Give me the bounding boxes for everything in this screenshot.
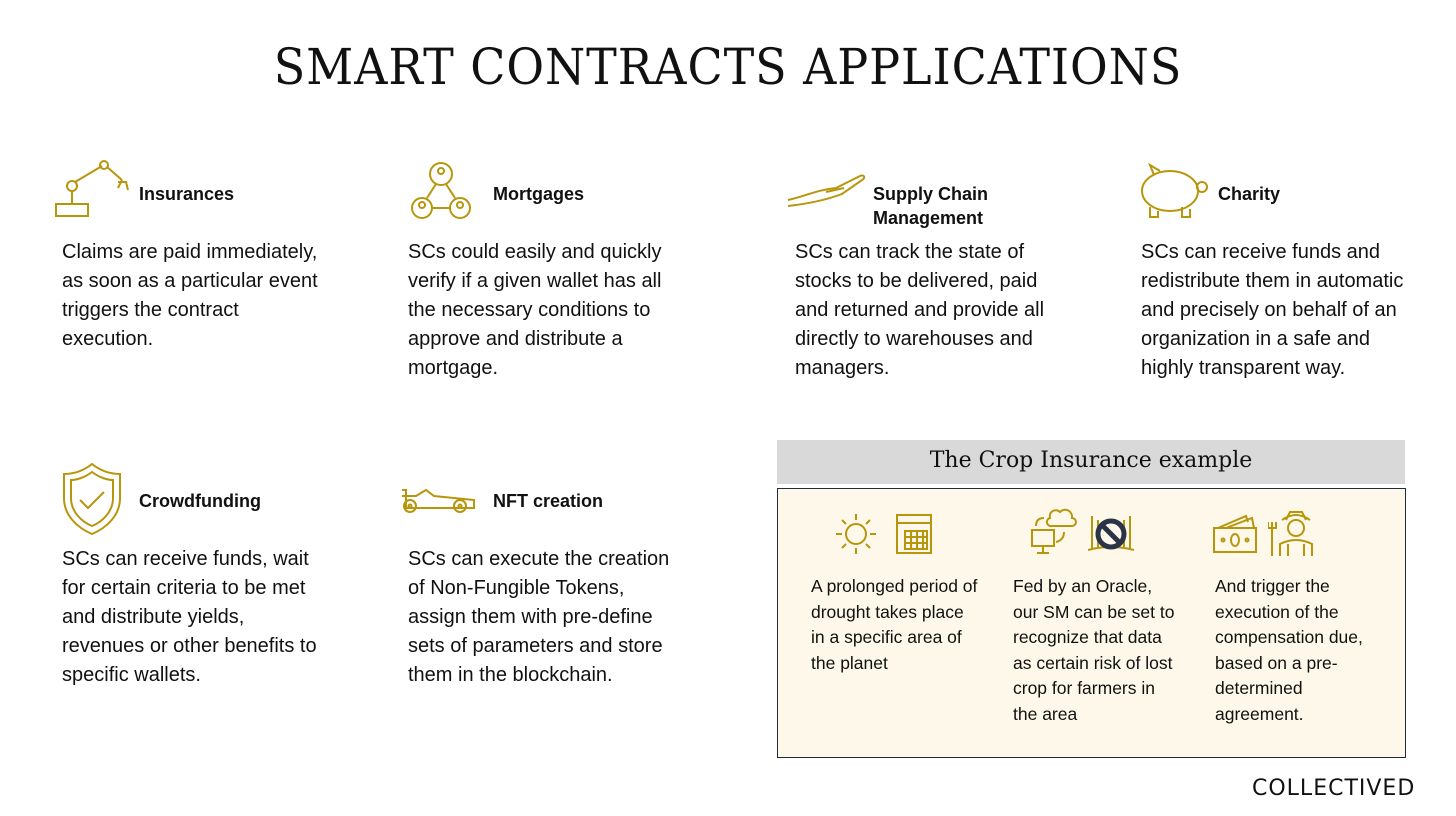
computer-cloud-sync-icon <box>1028 508 1080 561</box>
card-text: SCs can receive funds and redistribute them in automatic and precisely on behalf of an organization in a safe and highly transparent way. <box>1141 241 1404 379</box>
farmer-icon <box>1268 508 1318 563</box>
card-heading: Crowdfunding <box>139 491 261 511</box>
card-text: SCs can track the state of stocks to be delivered, paid and returned and provide all directly to warehouses and managers. <box>795 241 1045 379</box>
crop-prohibited-icon <box>1088 512 1134 561</box>
card-text: SCs can receive funds, wait for certain criteria to be met and distribute yields, revenues or other benefits to specific wallets. <box>62 548 317 686</box>
card-text: SCs can execute the creation of Non-Fungible Tokens, assign them with pre-define sets of parameters and store them in the blockchain. <box>408 548 670 686</box>
card-heading: Supply Chain Management <box>873 184 989 228</box>
card-text: Claims are paid immediately, as soon as a particular event triggers the contract execution. <box>62 241 318 350</box>
collectived-logo: COLLECTIVED <box>1252 776 1416 801</box>
piggy-bank-icon <box>1134 163 1210 226</box>
sun-icon <box>836 512 876 561</box>
card-heading: NFT creation <box>493 491 604 511</box>
page-title: SMART CONTRACTS APPLICATIONS <box>273 38 1183 96</box>
crop-example-title: The Crop Insurance example <box>777 440 1405 484</box>
crop-step-text: And trigger the execution of the compensation due, based on a pre-determined agreement. <box>1215 576 1363 724</box>
open-hand-icon <box>786 170 866 215</box>
race-car-icon <box>398 486 480 521</box>
card-text: SCs could easily and quickly verify if a given wallet has all the necessary conditions to approve and distribute a mortgage. <box>408 241 662 379</box>
crop-step-text: Fed by an Oracle, our SM can be set to recognize that data as certain risk of lost crop for farmers in the area <box>1013 576 1175 724</box>
crop-step-text: A prolonged period of drought takes place in a specific area of the planet <box>811 576 978 673</box>
card-heading: Charity <box>1218 184 1281 204</box>
robot-arm-icon <box>52 160 132 225</box>
people-network-icon <box>410 160 474 227</box>
calendar-icon <box>895 513 935 560</box>
card-heading: Insurances <box>139 184 235 204</box>
money-bills-icon <box>1212 514 1260 559</box>
card-heading: Mortgages <box>493 184 585 204</box>
shield-check-icon <box>62 462 122 541</box>
